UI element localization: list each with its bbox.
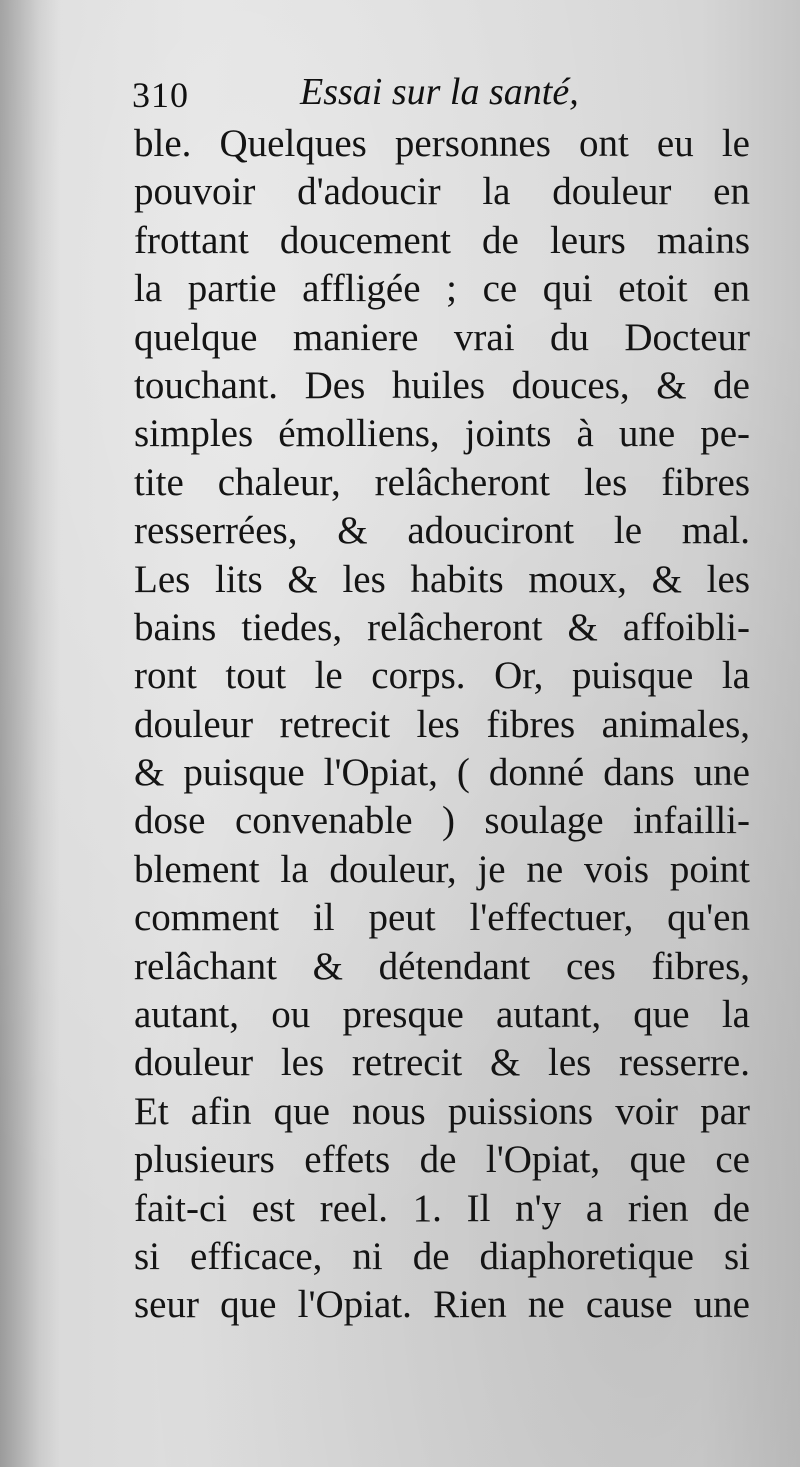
text-line: dose convenable ) soulage infailli- <box>134 799 750 843</box>
text-line: resserrées, & adouciront le mal. <box>134 509 750 553</box>
text-line: Les lits & les habits moux, & les <box>134 557 750 601</box>
page-number: 310 <box>132 75 189 115</box>
text-line: relâchant & détendant ces fibres, <box>134 944 750 988</box>
text-line: fait-ci est reel. 1. Il n'y a rien de <box>134 1186 750 1230</box>
text-line: si efficace, ni de diaphoretique si <box>134 1234 750 1278</box>
text-line: la partie affligée ; ce qui etoit en <box>134 267 750 311</box>
text-line: Et afin que nous puissions voir par <box>134 1089 750 1133</box>
text-line: touchant. Des huiles douces, & de <box>134 363 750 407</box>
text-line: simples émolliens, joints à une pe- <box>134 412 750 456</box>
text-line: comment il peut l'effectuer, qu'en <box>134 896 750 940</box>
text-line: pouvoir d'adoucir la douleur en <box>134 170 750 214</box>
text-line: ble. Quelques personnes ont eu le <box>134 122 750 165</box>
text-line: blement la douleur, je ne vois point <box>134 847 750 891</box>
text-line: seur que l'Opiat. Rien ne cause une <box>134 1283 750 1327</box>
page-header <box>132 70 752 122</box>
text-line: quelque maniere vrai du Docteur <box>134 315 750 359</box>
text-line: autant, ou presque autant, que la <box>134 993 750 1037</box>
text-line: frottant doucement de leurs mains <box>134 218 750 262</box>
text-line: bains tiedes, relâcheront & affoibli- <box>134 605 750 649</box>
running-title: Essai sur la santé, <box>300 71 579 113</box>
gutter-shadow <box>0 0 60 1467</box>
body-text <box>134 120 750 1330</box>
text-line: & puisque l'Opiat, ( donné dans une <box>134 751 750 795</box>
text-line: ront tout le corps. Or, puisque la <box>134 654 750 698</box>
text-line: plusieurs effets de l'Opiat, que ce <box>134 1138 750 1182</box>
text-line: douleur retrecit les fibres animales, <box>134 702 750 746</box>
text-line: tite chaleur, relâcheront les fibres <box>134 460 750 504</box>
text-line: douleur les retrecit & les resserre. <box>134 1041 750 1085</box>
